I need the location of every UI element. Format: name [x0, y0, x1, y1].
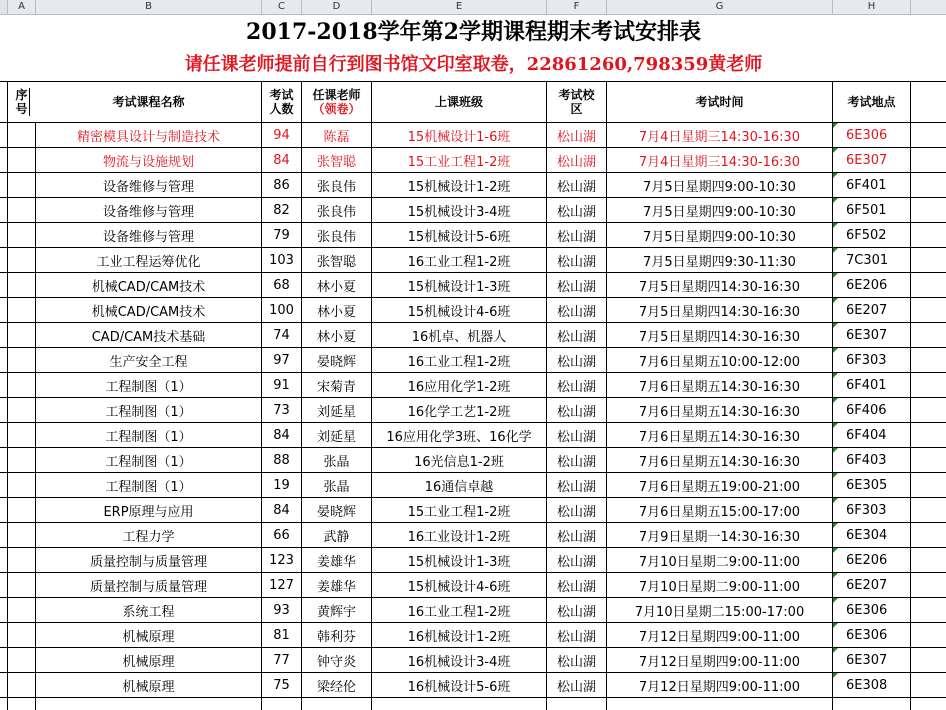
row-gutter	[0, 398, 8, 422]
cell-class[interactable]: 15机械设计1-3班	[372, 273, 547, 297]
table-row	[0, 247, 946, 272]
cell-place[interactable]: 6E306	[833, 623, 911, 647]
cell-campus[interactable]: 松山湖	[547, 423, 607, 447]
row-gutter	[0, 273, 8, 297]
cell-place[interactable]: 6F501	[833, 198, 911, 222]
cell-campus[interactable]: 松山湖	[547, 323, 607, 347]
column-header-edge	[911, 0, 946, 14]
cell-time[interactable]: 7月4日星期三14:30-16:30	[607, 123, 833, 147]
row-gutter	[0, 473, 8, 497]
cell-place[interactable]: 6E306	[833, 123, 911, 147]
row-gutter	[0, 173, 8, 197]
cell-place[interactable]: 6E306	[833, 598, 911, 622]
cell-teacher[interactable]: 姜雄华	[302, 548, 372, 572]
cell-course[interactable]: 设备维修与管理	[36, 173, 262, 197]
column-header-b[interactable]: B	[36, 0, 262, 14]
cell-count[interactable]: 91	[262, 373, 302, 397]
row-gutter	[0, 598, 8, 622]
cell-course[interactable]: 工程制图（1）	[36, 448, 262, 472]
cell-count[interactable]: 100	[262, 298, 302, 322]
row-gutter	[0, 323, 8, 347]
cell-class[interactable]: 15工业工程1-2班	[372, 498, 547, 522]
row-gutter	[0, 523, 8, 547]
cell-time[interactable]: 7月6日星期五10:00-12:00	[607, 348, 833, 372]
cell-course[interactable]: 工程制图（1）	[36, 473, 262, 497]
row-gutter	[0, 498, 8, 522]
cell-teacher[interactable]: 钟守炎	[302, 648, 372, 672]
table-row	[0, 497, 946, 522]
table-row	[0, 422, 946, 447]
cell-seq[interactable]	[8, 398, 36, 422]
header-teacher-note: （领卷）	[312, 102, 361, 116]
sheet-subtitle[interactable]: 请任课老师提前自行到图书馆文印室取卷，22861260,798359黄老师	[184, 54, 763, 75]
cell-seq[interactable]	[8, 323, 36, 347]
cell-campus[interactable]: 松山湖	[547, 223, 607, 247]
cell-campus[interactable]: 松山湖	[547, 373, 607, 397]
cell-seq[interactable]	[8, 298, 36, 322]
cell-class[interactable]: 16通信卓越	[372, 473, 547, 497]
cell-time[interactable]: 7月6日星期五15:00-17:00	[607, 498, 833, 522]
cell-time[interactable]: 7月9日星期一14:30-16:30	[607, 523, 833, 547]
cell-course[interactable]: 物流与设施规划	[36, 148, 262, 172]
cell-teacher[interactable]: 张良伟	[302, 173, 372, 197]
header-time[interactable]: 考试时间	[607, 82, 833, 122]
cell-seq[interactable]	[8, 248, 36, 272]
cell-teacher[interactable]: 黄辉宇	[302, 598, 372, 622]
row-gutter	[0, 548, 8, 572]
cell-course[interactable]: 工程制图（1）	[36, 398, 262, 422]
header-teacher: 任课老师	[312, 88, 361, 102]
cell-campus[interactable]: 松山湖	[547, 623, 607, 647]
cell-teacher[interactable]: 武静	[302, 523, 372, 547]
cell-time[interactable]: 7月5日星期四9:00-10:30	[607, 173, 833, 197]
row-gutter	[0, 298, 8, 322]
table-body	[0, 122, 946, 710]
cell-seq[interactable]	[8, 598, 36, 622]
cell-campus[interactable]: 松山湖	[547, 548, 607, 572]
cell-course[interactable]: 工程制图（1）	[36, 423, 262, 447]
table-row	[0, 622, 946, 647]
cell-place[interactable]: 6E307	[833, 648, 911, 672]
cell-teacher[interactable]: 姜雄华	[302, 573, 372, 597]
cell-teacher[interactable]: 刘延星	[302, 423, 372, 447]
header-place[interactable]: 考试地点	[833, 82, 911, 122]
cell-time[interactable]: 7月5日星期四9:00-10:30	[607, 223, 833, 247]
cell-campus[interactable]: 松山湖	[547, 198, 607, 222]
cell-teacher[interactable]: 张晶	[302, 473, 372, 497]
cell-teacher[interactable]: 晏晓辉	[302, 348, 372, 372]
cell-campus[interactable]: 松山湖	[547, 648, 607, 672]
cell-place[interactable]: 6E308	[833, 673, 911, 697]
cell-teacher[interactable]: 陈磊	[302, 123, 372, 147]
cell-campus[interactable]: 松山湖	[547, 448, 607, 472]
cell-count[interactable]: 74	[262, 323, 302, 347]
table-row	[0, 647, 946, 672]
row-gutter	[0, 423, 8, 447]
table-row	[0, 522, 946, 547]
cell-class[interactable]: 15机械设计4-6班	[372, 298, 547, 322]
cell-time[interactable]: 7月10日星期二9:00-11:00	[607, 548, 833, 572]
cell-count[interactable]: 123	[262, 548, 302, 572]
subtitle-row	[0, 49, 946, 81]
cell-class[interactable]: 15机械设计3-4班	[372, 198, 547, 222]
table-row	[0, 372, 946, 397]
cell-class[interactable]: 16应用化学1-2班	[372, 373, 547, 397]
cell-class[interactable]: 16应用化学3班、16化学	[372, 423, 547, 447]
cell-count[interactable]: 75	[262, 673, 302, 697]
table-row	[0, 347, 946, 372]
cell-count[interactable]: 79	[262, 223, 302, 247]
cell-place[interactable]: 6F303	[833, 498, 911, 522]
cell-seq[interactable]	[8, 273, 36, 297]
cell-class[interactable]: 16化学工艺1-2班	[372, 398, 547, 422]
row-gutter	[0, 348, 8, 372]
cell-count[interactable]: 94	[262, 123, 302, 147]
table-row	[0, 197, 946, 222]
cell-campus[interactable]: 松山湖	[547, 248, 607, 272]
cell-place[interactable]: 6E307	[833, 148, 911, 172]
column-header-a[interactable]: A	[8, 0, 36, 14]
header-teacher-cell[interactable]	[302, 82, 372, 122]
cell-place[interactable]: 6E305	[833, 473, 911, 497]
cell-campus[interactable]: 松山湖	[547, 573, 607, 597]
cell-class[interactable]: 16机械设计5-6班	[372, 673, 547, 697]
cell-count[interactable]: 81	[262, 623, 302, 647]
table-row	[0, 572, 946, 597]
cell-class[interactable]: 15机械设计1-3班	[372, 548, 547, 572]
cell-place[interactable]: 6F401	[833, 373, 911, 397]
cell-seq[interactable]	[8, 423, 36, 447]
table-row	[0, 447, 946, 472]
header-class[interactable]: 上课班级	[372, 82, 547, 122]
cell-teacher[interactable]: 韩利芬	[302, 623, 372, 647]
cell-place[interactable]: 7C301	[833, 248, 911, 272]
cell-place[interactable]: 6F403	[833, 448, 911, 472]
cell-place[interactable]: 6F502	[833, 223, 911, 247]
column-header-g[interactable]: G	[607, 0, 833, 14]
cell-campus[interactable]: 松山湖	[547, 598, 607, 622]
cell-campus[interactable]: 松山湖	[547, 273, 607, 297]
cell-course[interactable]: 质量控制与质量管理	[36, 573, 262, 597]
cell-teacher[interactable]: 晏晓辉	[302, 498, 372, 522]
cell-count[interactable]: 84	[262, 498, 302, 522]
cell-time[interactable]: 7月5日星期四14:30-16:30	[607, 323, 833, 347]
cell-class[interactable]: 16工业工程1-2班	[372, 248, 547, 272]
header-count[interactable]: 考试人数	[262, 82, 302, 122]
header-course[interactable]: 考试课程名称	[36, 82, 262, 122]
cell-seq[interactable]	[8, 573, 36, 597]
table-row	[0, 222, 946, 247]
column-header-e[interactable]: E	[372, 0, 547, 14]
row-gutter	[0, 223, 8, 247]
cell-seq[interactable]	[8, 198, 36, 222]
cell-teacher[interactable]: 张良伟	[302, 223, 372, 247]
cell-count[interactable]: 66	[262, 523, 302, 547]
cell-place[interactable]: 6F303	[833, 348, 911, 372]
cell-place[interactable]: 6F401	[833, 173, 911, 197]
cell-place[interactable]: 6F404	[833, 423, 911, 447]
table-row	[0, 297, 946, 322]
cell-teacher[interactable]: 刘延星	[302, 398, 372, 422]
cell-campus[interactable]: 松山湖	[547, 473, 607, 497]
cell-time[interactable]: 7月12日星期四9:00-11:00	[607, 648, 833, 672]
cell-time[interactable]: 7月6日星期五19:00-21:00	[607, 473, 833, 497]
cell-class[interactable]: 15机械设计1-2班	[372, 173, 547, 197]
cell-campus[interactable]: 松山湖	[547, 148, 607, 172]
cell-class[interactable]: 15工业工程1-2班	[372, 148, 547, 172]
row-gutter	[0, 123, 8, 147]
cell-count[interactable]: 68	[262, 273, 302, 297]
cell-place[interactable]: 6E206	[833, 273, 911, 297]
cell-seq[interactable]	[8, 623, 36, 647]
row-gutter	[0, 448, 8, 472]
cell-seq[interactable]	[8, 223, 36, 247]
cell-campus[interactable]: 松山湖	[547, 523, 607, 547]
cell-time[interactable]: 7月6日星期五14:30-16:30	[607, 448, 833, 472]
cell-campus[interactable]: 松山湖	[547, 173, 607, 197]
cell-time[interactable]: 7月5日星期四9:30-11:30	[607, 248, 833, 272]
cell-teacher[interactable]: 张智聪	[302, 148, 372, 172]
cell-count[interactable]: 77	[262, 648, 302, 672]
table-row	[0, 397, 946, 422]
header-campus[interactable]: 考试校区	[547, 82, 607, 122]
row-gutter	[0, 248, 8, 272]
cell-course[interactable]: 工业工程运筹优化	[36, 248, 262, 272]
cell-place[interactable]: 6E307	[833, 323, 911, 347]
cell-campus[interactable]: 松山湖	[547, 498, 607, 522]
cell-time[interactable]: 7月12日星期四9:00-11:00	[607, 673, 833, 697]
cell-time[interactable]: 7月6日星期五14:30-16:30	[607, 423, 833, 447]
table-row	[0, 597, 946, 622]
cell-course[interactable]: 机械CAD/CAM技术	[36, 298, 262, 322]
cell-campus[interactable]: 松山湖	[547, 298, 607, 322]
cell-count[interactable]: 73	[262, 398, 302, 422]
cell-seq[interactable]	[8, 448, 36, 472]
table-row	[0, 122, 946, 147]
cell-campus[interactable]: 松山湖	[547, 398, 607, 422]
cell-place[interactable]: 6E206	[833, 548, 911, 572]
cell-course[interactable]: 系统工程	[36, 598, 262, 622]
cell-seq[interactable]	[8, 648, 36, 672]
cell-time[interactable]: 7月6日星期五14:30-16:30	[607, 398, 833, 422]
cell-seq[interactable]	[8, 373, 36, 397]
cell-seq[interactable]	[8, 123, 36, 147]
row-gutter	[0, 648, 8, 672]
column-header-bar	[0, 0, 946, 15]
sheet-title[interactable]: 2017-2018学年第2学期课程期末考试安排表	[246, 19, 701, 45]
cell-seq[interactable]	[8, 148, 36, 172]
cell-class[interactable]: 16机卓、机器人	[372, 323, 547, 347]
cell-time[interactable]: 7月5日星期四14:30-16:30	[607, 273, 833, 297]
cell-count[interactable]: 82	[262, 198, 302, 222]
cell-place[interactable]: 6E304	[833, 523, 911, 547]
cell-class[interactable]: 16工业设计1-2班	[372, 523, 547, 547]
cell-teacher[interactable]: 梁经伦	[302, 673, 372, 697]
cell-course[interactable]: CAD/CAM技术基础	[36, 323, 262, 347]
cell-time[interactable]: 7月4日星期三14:30-16:30	[607, 148, 833, 172]
cell-course[interactable]: 工程制图（1）	[36, 373, 262, 397]
cell-time[interactable]: 7月5日星期四14:30-16:30	[607, 298, 833, 322]
cell-class[interactable]: 16机械设计1-2班	[372, 623, 547, 647]
header-seq[interactable]: 序号	[15, 88, 28, 116]
cell-time[interactable]: 7月6日星期五14:30-16:30	[607, 373, 833, 397]
cell-class[interactable]: 16工业工程1-2班	[372, 598, 547, 622]
cell-place[interactable]: 6E207	[833, 573, 911, 597]
column-header-f[interactable]: F	[547, 0, 607, 14]
table-row	[0, 672, 946, 697]
table-header-row	[0, 81, 946, 122]
cell-course[interactable]: 精密模具设计与制造技术	[36, 123, 262, 147]
cell-count[interactable]: 84	[262, 423, 302, 447]
table-row	[0, 172, 946, 197]
cell-time[interactable]: 7月5日星期四9:00-10:30	[607, 198, 833, 222]
cell-campus[interactable]: 松山湖	[547, 348, 607, 372]
cell-count[interactable]: 127	[262, 573, 302, 597]
cell-seq[interactable]	[8, 548, 36, 572]
cell-teacher[interactable]: 林小夏	[302, 273, 372, 297]
cell-course[interactable]: 设备维修与管理	[36, 223, 262, 247]
cell-seq[interactable]	[8, 498, 36, 522]
select-all-corner[interactable]	[0, 0, 8, 14]
cell-time[interactable]: 7月10日星期二9:00-11:00	[607, 573, 833, 597]
table-row	[0, 547, 946, 572]
table-row	[0, 272, 946, 297]
cell-count[interactable]: 103	[262, 248, 302, 272]
cell-count[interactable]: 88	[262, 448, 302, 472]
cell-class[interactable]: 15机械设计5-6班	[372, 223, 547, 247]
cell-time[interactable]: 7月12日星期四9:00-11:00	[607, 623, 833, 647]
cell-seq[interactable]	[8, 523, 36, 547]
cell-seq[interactable]	[8, 348, 36, 372]
row-gutter	[0, 623, 8, 647]
cell-course[interactable]: 设备维修与管理	[36, 198, 262, 222]
cell-course[interactable]: ERP原理与应用	[36, 498, 262, 522]
cell-place[interactable]: 6F406	[833, 398, 911, 422]
cell-count[interactable]: 84	[262, 148, 302, 172]
cell-course[interactable]: 机械原理	[36, 673, 262, 697]
cell-course[interactable]: 机械CAD/CAM技术	[36, 273, 262, 297]
row-gutter	[0, 673, 8, 697]
title-row	[0, 15, 946, 49]
cell-teacher[interactable]: 宋菊青	[302, 373, 372, 397]
cell-count[interactable]: 93	[262, 598, 302, 622]
column-header-d[interactable]: D	[302, 0, 372, 14]
cell-seq[interactable]	[8, 673, 36, 697]
cell-seq[interactable]	[8, 473, 36, 497]
cell-class[interactable]: 16光信息1-2班	[372, 448, 547, 472]
cell-course[interactable]: 生产安全工程	[36, 348, 262, 372]
cell-seq[interactable]	[8, 173, 36, 197]
cell-class[interactable]: 16机械设计3-4班	[372, 648, 547, 672]
row-gutter	[0, 573, 8, 597]
cell-course[interactable]: 工程力学	[36, 523, 262, 547]
column-header-c[interactable]: C	[262, 0, 302, 14]
cell-place[interactable]: 6E207	[833, 298, 911, 322]
table-row	[0, 147, 946, 172]
cell-teacher[interactable]: 张晶	[302, 448, 372, 472]
cell-teacher[interactable]: 林小夏	[302, 298, 372, 322]
cell-campus[interactable]: 松山湖	[547, 673, 607, 697]
cell-count[interactable]: 97	[262, 348, 302, 372]
column-header-h[interactable]: H	[833, 0, 911, 14]
table-row-partial	[0, 697, 946, 710]
cell-course[interactable]: 机械原理	[36, 648, 262, 672]
cell-count[interactable]: 19	[262, 473, 302, 497]
row-gutter	[0, 373, 8, 397]
table-row	[0, 322, 946, 347]
cell-course[interactable]: 机械原理	[36, 623, 262, 647]
cell-count[interactable]: 86	[262, 173, 302, 197]
row-gutter	[0, 148, 8, 172]
cell-class[interactable]: 15机械设计4-6班	[372, 573, 547, 597]
cell-teacher[interactable]: 张良伟	[302, 198, 372, 222]
cell-teacher[interactable]: 张智聪	[302, 248, 372, 272]
cell-campus[interactable]: 松山湖	[547, 123, 607, 147]
table-row	[0, 472, 946, 497]
cell-class[interactable]: 15机械设计1-6班	[372, 123, 547, 147]
cell-teacher[interactable]: 林小夏	[302, 323, 372, 347]
cell-course[interactable]: 质量控制与质量管理	[36, 548, 262, 572]
cell-time[interactable]: 7月10日星期二15:00-17:00	[607, 598, 833, 622]
cell-class[interactable]: 16工业工程1-2班	[372, 348, 547, 372]
row-gutter	[0, 198, 8, 222]
